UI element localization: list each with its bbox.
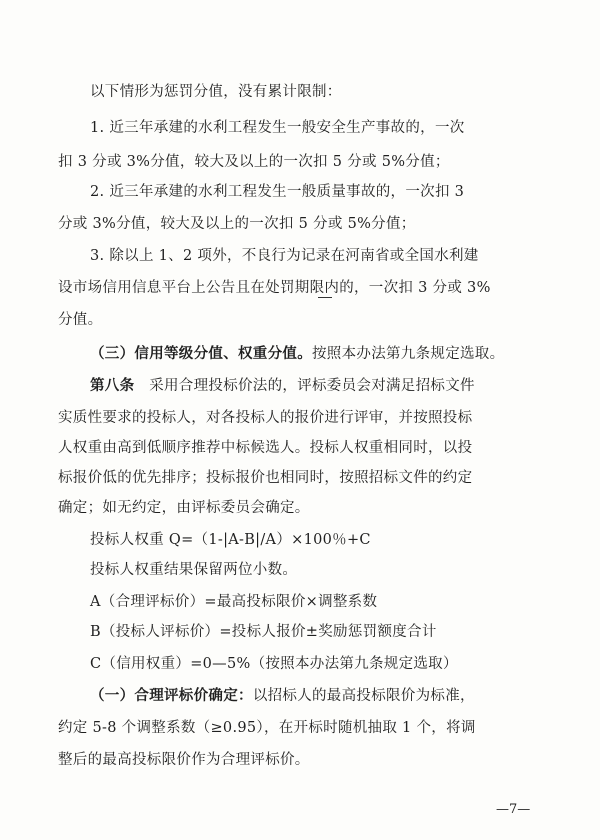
page-number: —7— <box>496 802 531 817</box>
text-line-11: 实质性要求的投标人，对各投标人的报价进行评审，并按照投标 <box>58 410 473 426</box>
text-line-10: 第八条 采用合理投标价法的，评标委员会对满足招标文件 <box>90 377 475 394</box>
text-line-3: 扣 3 分或 3%分值，较大及以上的一次扣 5 分或 5%分值； <box>58 154 450 170</box>
subsection-heading: （一）合理评标价确定： <box>90 687 253 704</box>
text-line-1: 以下情形为惩罚分值，没有累计限制： <box>90 84 342 100</box>
text-line-2: 1. 近三年承建的水利工程发生一般安全生产事故的，一次 <box>90 120 465 136</box>
text-line-22: 整后的最高投标限价作为合理评标价。 <box>58 752 310 768</box>
text-line-7: 设市场信用信息平台上公告且在处罚期限内的，一次扣 3 分或 3% <box>58 280 491 296</box>
stray-mark <box>318 297 332 298</box>
definition-c: C（信用权重）=0—5%（按照本办法第九条规定选取） <box>90 656 458 672</box>
text-line-14: 确定；如无约定，由评标委员会确定。 <box>58 500 310 516</box>
section-heading: （三）信用等级分值、权重分值。 <box>90 345 312 362</box>
text-line-9: （三）信用等级分值、权重分值。按照本办法第九条规定选取。 <box>90 345 505 362</box>
text-line-13: 标报价低的优先排序；投标报价也相同时，按照招标文件的约定 <box>58 470 473 486</box>
text-line-16: 投标人权重结果保留两位小数。 <box>90 562 298 578</box>
text-line-20: （一）合理评标价确定：以招标人的最高投标限价为标准， <box>90 687 475 704</box>
article-heading: 第八条 <box>90 377 135 394</box>
text-line-21: 约定 5-8 个调整系数（≥0.95），在开标时随机抽取 1 个，将调 <box>58 720 476 736</box>
text-line-12: 人权重由高到低顺序推荐中标候选人。投标人权重相同时，以投 <box>58 440 473 456</box>
text-line-4: 2. 近三年承建的水利工程发生一般质量事故的，一次扣 3 <box>90 184 465 200</box>
text-line-8: 分值。 <box>58 312 103 328</box>
text-line-5: 分或 3%分值，较大及以上的一次扣 5 分或 5%分值； <box>58 216 416 232</box>
formula-line: 投标人权重 Q=（1-|A-B|/A）×100％+C <box>90 532 371 548</box>
text-line-6: 3. 除以上 1、2 项外，不良行为记录在河南省或全国水利建 <box>90 248 479 264</box>
definition-b: B（投标人评标价）=投标人报价±奖励惩罚额度合计 <box>90 624 437 640</box>
definition-a: A（合理评标价）=最高投标限价×调整系数 <box>90 594 378 610</box>
